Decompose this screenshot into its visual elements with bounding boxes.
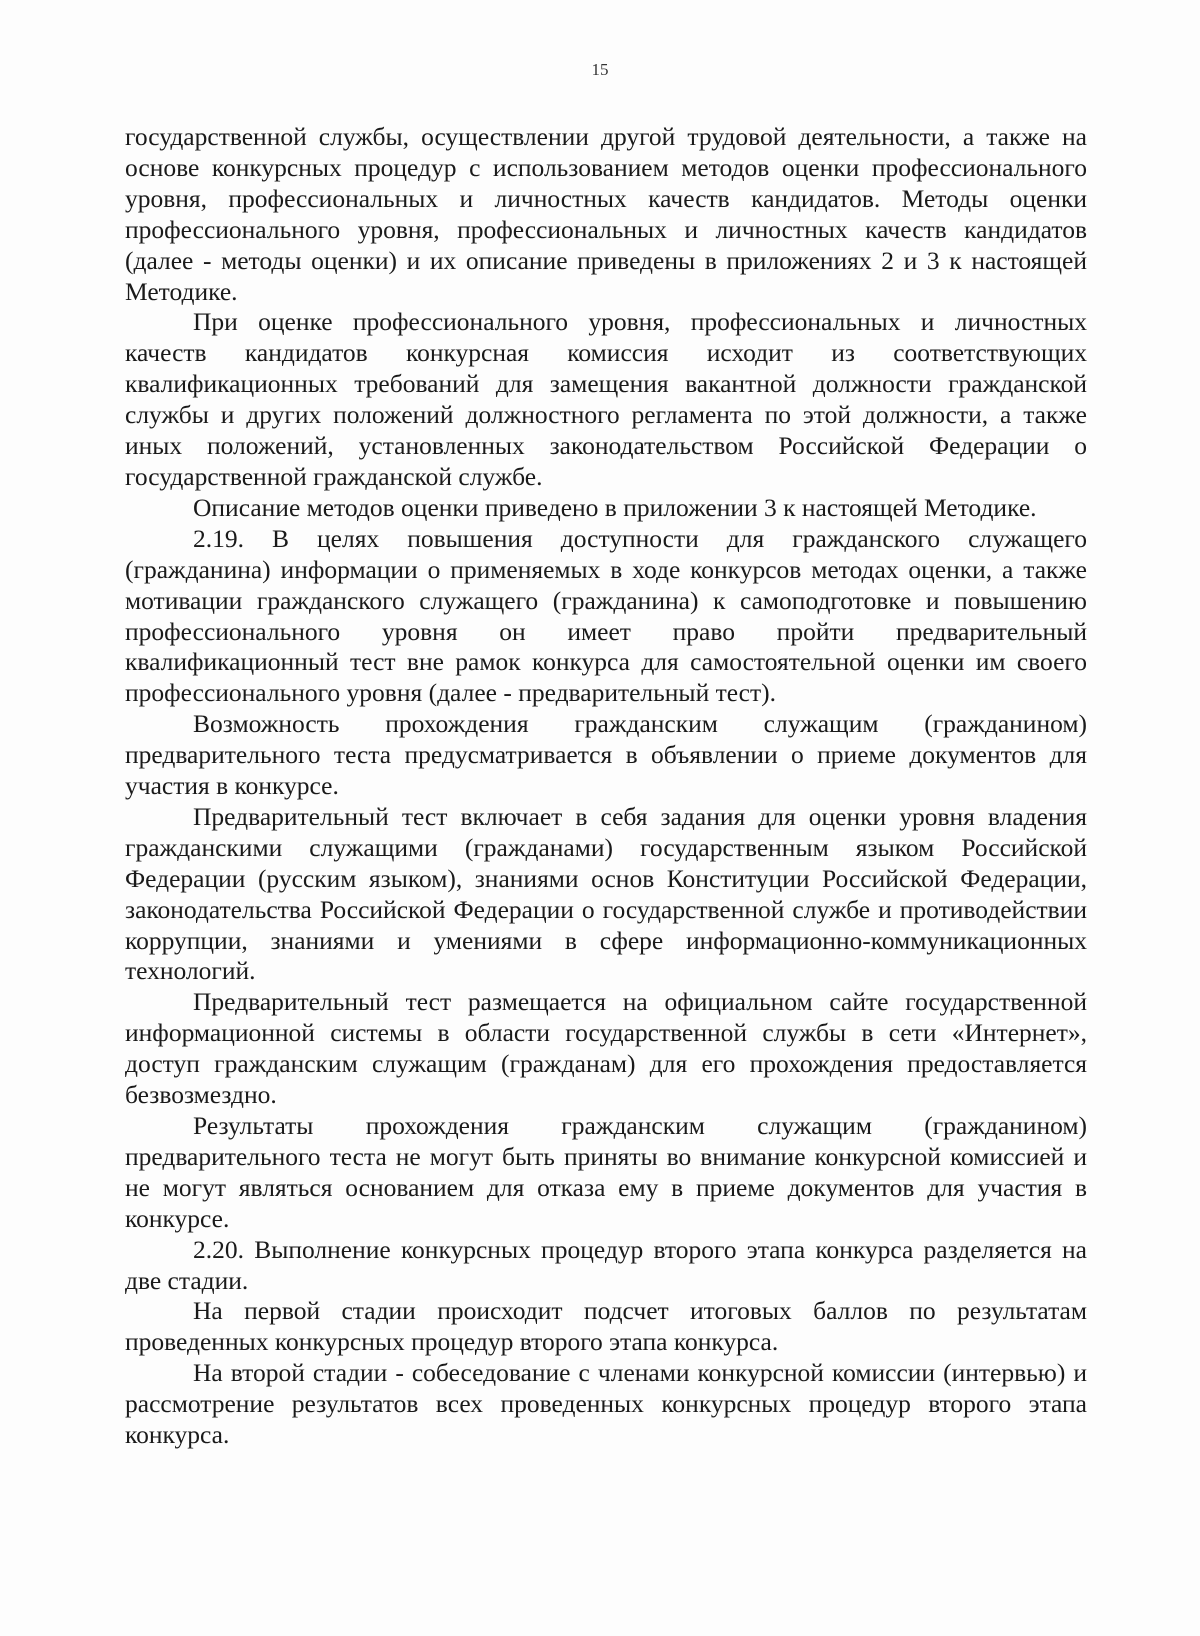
paragraph: На первой стадии происходит подсчет итоговых баллов по результатам проведенных конкурсных процедур второго этапа конкурса. (125, 1296, 1087, 1357)
paragraph: На второй стадии - собеседование с членами конкурсной комиссии (интервью) и рассмотрение результатов всех проведенных конкурсных процедур второго этапа конкурса. (125, 1358, 1087, 1450)
paragraph-2-19: 2.19. В целях повышения доступности для гражданского служащего (гражданина) информации о применяемых в ходе конкурсов методах оценки, а также мотивации гражданского служащего (гражданина) к самоподготовке и повышению профессионального уровня он имеет право пройти предварительный квалификационный тест вне рамок конкурса для самостоятельной оценки им своего профессионального уровня (далее - предварительный тест). (125, 523, 1087, 708)
paragraph: Возможность прохождения гражданским служащим (гражданином) предварительного теста предусматривается в объявлении о приеме документов для участия в конкурсе. (125, 709, 1087, 801)
page-number: 15 (591, 60, 609, 79)
paragraph: Предварительный тест размещается на официальном сайте государственной информационной системы в области государственной службы в сети «Интернет», доступ гражданским служащим (гражданам) для его прохождения предоставляется безвозмездно. (125, 987, 1087, 1110)
paragraph: Описание методов оценки приведено в приложении 3 к настоящей Методике. (193, 492, 1037, 522)
document-body (125, 122, 1087, 1451)
paragraph: При оценке профессионального уровня, профессиональных и личностных качеств кандидатов конкурсная комиссия исходит из соответствующих квалификационных требований для замещения вакантной должности гражданской службы и других положений должностного регламента по этой должности, а также иных положений, установленных законодательством Российской Федерации о государственной гражданской службе. (125, 307, 1087, 491)
paragraph-2-20: 2.20. Выполнение конкурсных процедур второго этапа конкурса разделяется на две стадии. (125, 1234, 1087, 1295)
paragraph: Предварительный тест включает в себя задания для оценки уровня владения гражданскими служащими (гражданами) государственным языком Российской Федерации (русским языком), знаниями основ Конституции Российской Федерации, законодательства Российской Федерации о государственной службе и противодействии коррупции, знаниями и умениями в сфере информационно-коммуникационных технологий. (125, 801, 1087, 986)
paragraph: государственной службы, осуществлении другой трудовой деятельности, а также на основе конкурсных процедур с использованием методов оценки профессионального уровня, профессиональных и личностных качеств кандидатов. Методы оценки профессионального уровня, профессиональных и личностных качеств кандидатов (далее - методы оценки) и их описание приведены в приложениях 2 и 3 к настоящей Методике. (125, 122, 1087, 306)
paragraph: Результаты прохождения гражданским служащим (гражданином) предварительного теста не могут быть приняты во внимание конкурсной комиссией и не могут являться основанием для отказа ему в приеме документов для участия в конкурсе. (125, 1111, 1087, 1233)
